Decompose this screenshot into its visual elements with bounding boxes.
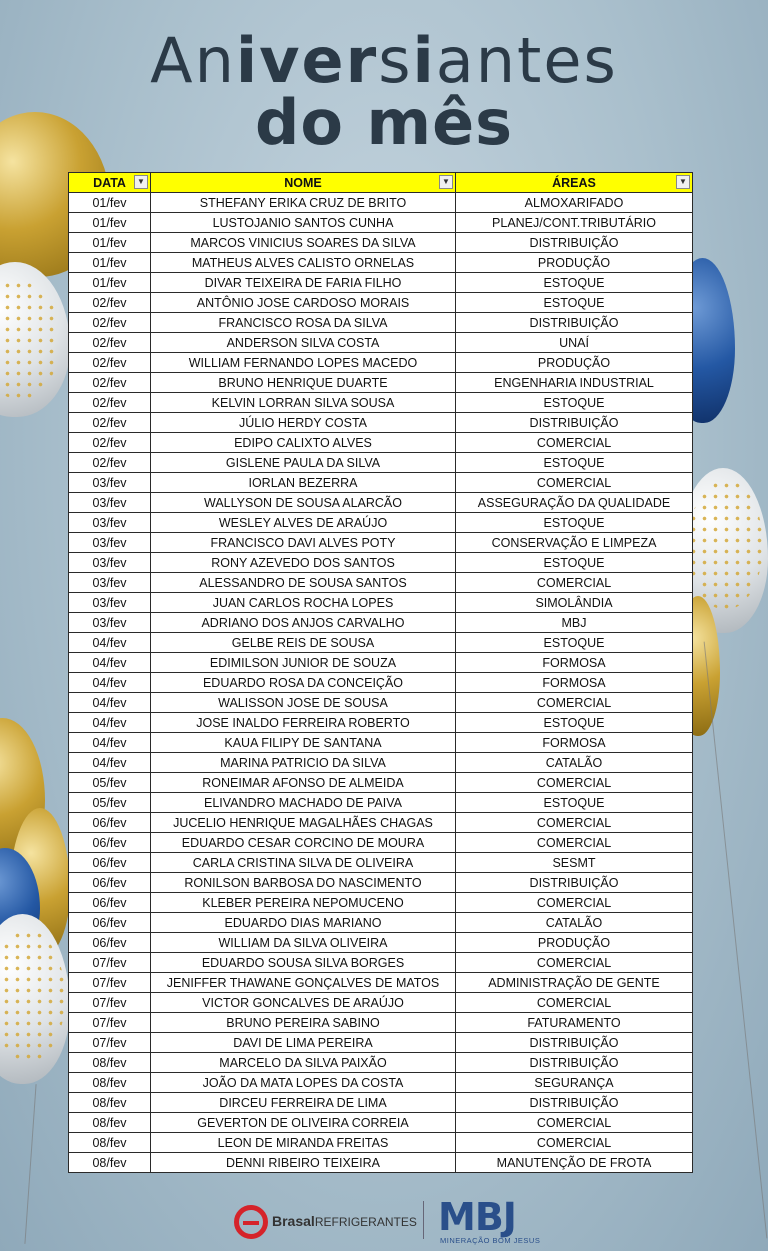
brasal-logo-icon — [234, 1205, 268, 1239]
cell-date: 04/fev — [69, 733, 151, 753]
cell-date: 08/fev — [69, 1133, 151, 1153]
cell-date: 04/fev — [69, 633, 151, 653]
cell-name: MARINA PATRICIO DA SILVA — [151, 753, 456, 773]
table-row — [69, 753, 693, 773]
cell-date: 02/fev — [69, 333, 151, 353]
table-row — [69, 533, 693, 553]
balloon-string — [704, 642, 768, 1239]
cell-date: 04/fev — [69, 653, 151, 673]
cell-name: MARCELO DA SILVA PAIXÃO — [151, 1053, 456, 1073]
cell-name: FRANCISCO ROSA DA SILVA — [151, 313, 456, 333]
table-row — [69, 993, 693, 1013]
table-row — [69, 473, 693, 493]
table-row — [69, 1073, 693, 1093]
cell-name: KAUA FILIPY DE SANTANA — [151, 733, 456, 753]
cell-name: WESLEY ALVES DE ARAÚJO — [151, 513, 456, 533]
header-area — [456, 173, 693, 193]
table-row — [69, 1053, 693, 1073]
cell-date: 01/fev — [69, 273, 151, 293]
birthday-table — [68, 172, 692, 1173]
cell-area: MBJ — [456, 613, 693, 633]
cell-area: PRODUÇÃO — [456, 253, 693, 273]
page-subtitle: do mês — [254, 86, 514, 159]
cell-name: JÚLIO HERDY COSTA — [151, 413, 456, 433]
cell-date: 02/fev — [69, 353, 151, 373]
cell-name: ANTÔNIO JOSE CARDOSO MORAIS — [151, 293, 456, 313]
cell-name: EDUARDO ROSA DA CONCEIÇÃO — [151, 673, 456, 693]
cell-name: ELIVANDRO MACHADO DE PAIVA — [151, 793, 456, 813]
cell-area: COMERCIAL — [456, 693, 693, 713]
mbj-logo: MBJ — [438, 1195, 516, 1239]
cell-date: 07/fev — [69, 1013, 151, 1033]
dropdown-filter-icon[interactable]: ▼ — [134, 175, 148, 189]
cell-area: COMERCIAL — [456, 1113, 693, 1133]
header-name-label: NOME — [284, 175, 322, 190]
cell-area: DISTRIBUIÇÃO — [456, 1053, 693, 1073]
table-row — [69, 793, 693, 813]
table-row — [69, 273, 693, 293]
cell-name: GISLENE PAULA DA SILVA — [151, 453, 456, 473]
cell-date: 03/fev — [69, 493, 151, 513]
cell-name: BRUNO HENRIQUE DUARTE — [151, 373, 456, 393]
cell-name: RONY AZEVEDO DOS SANTOS — [151, 553, 456, 573]
cell-name: KELVIN LORRAN SILVA SOUSA — [151, 393, 456, 413]
cell-name: WALISSON JOSE DE SOUSA — [151, 693, 456, 713]
cell-name: ANDERSON SILVA COSTA — [151, 333, 456, 353]
cell-date: 01/fev — [69, 233, 151, 253]
table-row — [69, 393, 693, 413]
cell-area: ENGENHARIA INDUSTRIAL — [456, 373, 693, 393]
cell-date: 03/fev — [69, 573, 151, 593]
cell-area: CONSERVAÇÃO E LIMPEZA — [456, 533, 693, 553]
cell-date: 01/fev — [69, 253, 151, 273]
cell-date: 02/fev — [69, 413, 151, 433]
table-row — [69, 1153, 693, 1173]
cell-name: EDIPO CALIXTO ALVES — [151, 433, 456, 453]
cell-area: ESTOQUE — [456, 393, 693, 413]
cell-area: PRODUÇÃO — [456, 353, 693, 373]
table-row — [69, 193, 693, 213]
page-title: Aniversiantes — [150, 24, 618, 97]
table-row — [69, 733, 693, 753]
balloon-dots — [688, 480, 763, 610]
cell-area: ESTOQUE — [456, 273, 693, 293]
cell-area: DISTRIBUIÇÃO — [456, 313, 693, 333]
cell-area: PLANEJ/CONT.TRIBUTÁRIO — [456, 213, 693, 233]
table-row — [69, 213, 693, 233]
cell-area: ESTOQUE — [456, 453, 693, 473]
table-row — [69, 1113, 693, 1133]
table-row — [69, 653, 693, 673]
cell-name: CARLA CRISTINA SILVA DE OLIVEIRA — [151, 853, 456, 873]
cell-area: DISTRIBUIÇÃO — [456, 873, 693, 893]
dropdown-filter-icon[interactable]: ▼ — [439, 175, 453, 189]
dropdown-filter-icon[interactable]: ▼ — [676, 175, 690, 189]
header-date — [69, 173, 151, 193]
table-row — [69, 633, 693, 653]
cell-area: UNAÍ — [456, 333, 693, 353]
cell-date: 03/fev — [69, 513, 151, 533]
cell-area: ESTOQUE — [456, 293, 693, 313]
cell-area: COMERCIAL — [456, 893, 693, 913]
cell-area: COMERCIAL — [456, 993, 693, 1013]
cell-area: COMERCIAL — [456, 1133, 693, 1153]
cell-name: EDUARDO SOUSA SILVA BORGES — [151, 953, 456, 973]
table-row — [69, 853, 693, 873]
cell-date: 06/fev — [69, 933, 151, 953]
cell-area: CATALÃO — [456, 913, 693, 933]
cell-name: DAVI DE LIMA PEREIRA — [151, 1033, 456, 1053]
cell-date: 05/fev — [69, 773, 151, 793]
cell-date: 07/fev — [69, 993, 151, 1013]
logo-divider — [423, 1201, 424, 1239]
table-row — [69, 313, 693, 333]
cell-area: DISTRIBUIÇÃO — [456, 1033, 693, 1053]
table-row — [69, 353, 693, 373]
cell-area: ALMOXARIFADO — [456, 193, 693, 213]
cell-name: KLEBER PEREIRA NEPOMUCENO — [151, 893, 456, 913]
cell-name: EDUARDO DIAS MARIANO — [151, 913, 456, 933]
cell-name: LEON DE MIRANDA FREITAS — [151, 1133, 456, 1153]
cell-name: IORLAN BEZERRA — [151, 473, 456, 493]
table-row — [69, 1093, 693, 1113]
cell-name: DENNI RIBEIRO TEIXEIRA — [151, 1153, 456, 1173]
table-row — [69, 493, 693, 513]
table-row — [69, 873, 693, 893]
cell-name: STHEFANY ERIKA CRUZ DE BRITO — [151, 193, 456, 213]
cell-date: 02/fev — [69, 393, 151, 413]
cell-name: JUAN CARLOS ROCHA LOPES — [151, 593, 456, 613]
cell-date: 02/fev — [69, 453, 151, 473]
cell-date: 08/fev — [69, 1113, 151, 1133]
table-row — [69, 453, 693, 473]
cell-date: 06/fev — [69, 913, 151, 933]
cell-name: JOSE INALDO FERREIRA ROBERTO — [151, 713, 456, 733]
cell-date: 07/fev — [69, 973, 151, 993]
cell-name: LUSTOJANIO SANTOS CUNHA — [151, 213, 456, 233]
table-row — [69, 553, 693, 573]
cell-area: SIMOLÂNDIA — [456, 593, 693, 613]
cell-area: COMERCIAL — [456, 573, 693, 593]
table-row — [69, 973, 693, 993]
cell-date: 05/fev — [69, 793, 151, 813]
cell-date: 04/fev — [69, 693, 151, 713]
table-row — [69, 913, 693, 933]
cell-name: FRANCISCO DAVI ALVES POTY — [151, 533, 456, 553]
table-row — [69, 593, 693, 613]
cell-name: JUCELIO HENRIQUE MAGALHÃES CHAGAS — [151, 813, 456, 833]
table-row — [69, 773, 693, 793]
cell-date: 08/fev — [69, 1153, 151, 1173]
table-row — [69, 253, 693, 273]
cell-name: BRUNO PEREIRA SABINO — [151, 1013, 456, 1033]
cell-area: ADMINISTRAÇÃO DE GENTE — [456, 973, 693, 993]
cell-name: JOÃO DA MATA LOPES DA COSTA — [151, 1073, 456, 1093]
cell-name: DIVAR TEIXEIRA DE FARIA FILHO — [151, 273, 456, 293]
cell-area: MANUTENÇÃO DE FROTA — [456, 1153, 693, 1173]
footer-logos — [0, 1195, 768, 1251]
cell-date: 03/fev — [69, 593, 151, 613]
cell-area: FORMOSA — [456, 653, 693, 673]
table-row — [69, 893, 693, 913]
cell-area: PRODUÇÃO — [456, 933, 693, 953]
table-row — [69, 1013, 693, 1033]
cell-area: ASSEGURAÇÃO DA QUALIDADE — [456, 493, 693, 513]
cell-date: 03/fev — [69, 553, 151, 573]
table-row — [69, 813, 693, 833]
cell-area: ESTOQUE — [456, 633, 693, 653]
cell-name: WILLIAM FERNANDO LOPES MACEDO — [151, 353, 456, 373]
cell-name: EDUARDO CESAR CORCINO DE MOURA — [151, 833, 456, 853]
cell-name: RONEIMAR AFONSO DE ALMEIDA — [151, 773, 456, 793]
mbj-subtitle: MINERAÇÃO BOM JESUS — [440, 1236, 541, 1245]
table-row — [69, 513, 693, 533]
table-row — [69, 953, 693, 973]
cell-area: DISTRIBUIÇÃO — [456, 233, 693, 253]
cell-area: FORMOSA — [456, 733, 693, 753]
cell-name: MARCOS VINICIUS SOARES DA SILVA — [151, 233, 456, 253]
cell-area: DISTRIBUIÇÃO — [456, 1093, 693, 1113]
cell-date: 04/fev — [69, 753, 151, 773]
cell-date: 06/fev — [69, 853, 151, 873]
table-row — [69, 1033, 693, 1053]
cell-area: ESTOQUE — [456, 713, 693, 733]
table-row — [69, 713, 693, 733]
table-row — [69, 613, 693, 633]
brasal-brand: BrasalREFRIGERANTES — [272, 1213, 417, 1229]
cell-name: JENIFFER THAWANE GONÇALVES DE MATOS — [151, 973, 456, 993]
header-date-label: DATA — [93, 175, 126, 190]
cell-area: SEGURANÇA — [456, 1073, 693, 1093]
cell-date: 04/fev — [69, 673, 151, 693]
cell-date: 08/fev — [69, 1053, 151, 1073]
cell-area: FORMOSA — [456, 673, 693, 693]
cell-area: CATALÃO — [456, 753, 693, 773]
cell-date: 03/fev — [69, 613, 151, 633]
header-area-label: ÁREAS — [552, 175, 596, 190]
cell-date: 01/fev — [69, 213, 151, 233]
cell-date: 06/fev — [69, 813, 151, 833]
table-header-row — [69, 173, 693, 193]
cell-area: COMERCIAL — [456, 773, 693, 793]
cell-date: 03/fev — [69, 473, 151, 493]
table-row — [69, 333, 693, 353]
cell-date: 07/fev — [69, 953, 151, 973]
cell-date: 02/fev — [69, 293, 151, 313]
cell-name: EDIMILSON JUNIOR DE SOUZA — [151, 653, 456, 673]
cell-area: SESMT — [456, 853, 693, 873]
table-row — [69, 673, 693, 693]
cell-date: 06/fev — [69, 873, 151, 893]
table-row — [69, 233, 693, 253]
table-row — [69, 833, 693, 853]
cell-area: ESTOQUE — [456, 513, 693, 533]
table-row — [69, 933, 693, 953]
cell-area: COMERCIAL — [456, 473, 693, 493]
cell-name: ADRIANO DOS ANJOS CARVALHO — [151, 613, 456, 633]
table-row — [69, 573, 693, 593]
cell-name: DIRCEU FERREIRA DE LIMA — [151, 1093, 456, 1113]
cell-name: MATHEUS ALVES CALISTO ORNELAS — [151, 253, 456, 273]
table-row — [69, 1133, 693, 1153]
table-row — [69, 413, 693, 433]
cell-date: 02/fev — [69, 433, 151, 453]
cell-area: COMERCIAL — [456, 953, 693, 973]
cell-name: RONILSON BARBOSA DO NASCIMENTO — [151, 873, 456, 893]
cell-name: GELBE REIS DE SOUSA — [151, 633, 456, 653]
table-row — [69, 433, 693, 453]
table-row — [69, 693, 693, 713]
cell-area: COMERCIAL — [456, 833, 693, 853]
table-row — [69, 293, 693, 313]
cell-date: 04/fev — [69, 713, 151, 733]
cell-name: VICTOR GONCALVES DE ARAÚJO — [151, 993, 456, 1013]
cell-date: 06/fev — [69, 893, 151, 913]
cell-name: WALLYSON DE SOUSA ALARCÃO — [151, 493, 456, 513]
cell-name: ALESSANDRO DE SOUSA SANTOS — [151, 573, 456, 593]
cell-name: WILLIAM DA SILVA OLIVEIRA — [151, 933, 456, 953]
cell-date: 02/fev — [69, 373, 151, 393]
cell-area: DISTRIBUIÇÃO — [456, 413, 693, 433]
cell-date: 07/fev — [69, 1033, 151, 1053]
cell-area: COMERCIAL — [456, 813, 693, 833]
cell-date: 01/fev — [69, 193, 151, 213]
cell-area: FATURAMENTO — [456, 1013, 693, 1033]
cell-date: 02/fev — [69, 313, 151, 333]
cell-area: COMERCIAL — [456, 433, 693, 453]
header-name — [151, 173, 456, 193]
table-row — [69, 373, 693, 393]
cell-date: 06/fev — [69, 833, 151, 853]
cell-area: ESTOQUE — [456, 553, 693, 573]
cell-date: 08/fev — [69, 1093, 151, 1113]
cell-date: 08/fev — [69, 1073, 151, 1093]
cell-name: GEVERTON DE OLIVEIRA CORREIA — [151, 1113, 456, 1133]
cell-area: ESTOQUE — [456, 793, 693, 813]
cell-date: 03/fev — [69, 533, 151, 553]
